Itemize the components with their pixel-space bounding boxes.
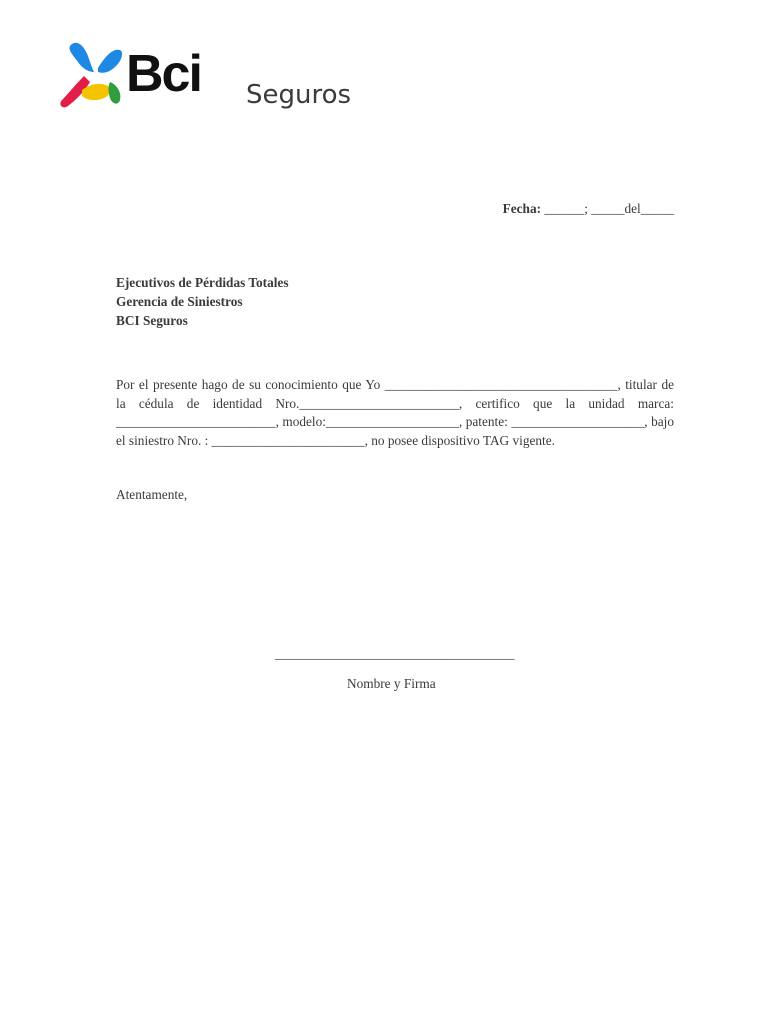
- addressee-block: [116, 273, 289, 330]
- date-label: Fecha:: [502, 201, 542, 216]
- addressee-line-2: Gerencia de Siniestros: [116, 294, 243, 309]
- logo-brand-text: Bci: [126, 45, 201, 103]
- addressee-line-1: Ejecutivos de Pérdidas Totales: [116, 275, 289, 290]
- company-logo: [54, 38, 354, 114]
- date-fill: ______; _____del_____: [544, 201, 674, 216]
- signature-line: ____________________________________: [275, 646, 515, 661]
- bci-logo-mark-icon: [54, 38, 126, 114]
- logo-sub-text: Seguros: [246, 80, 352, 110]
- date-line: [503, 201, 674, 217]
- addressee-line-3: BCI Seguros: [116, 313, 188, 328]
- closing-text: Atentamente,: [116, 487, 188, 502]
- body-paragraph: Por el presente hago de su conocimiento que Yo ___________________________________, titular de la cédula de identidad Nro.________________________, certifico que la unidad marca: ________________________, modelo:____________________, patente: ____________________, bajo el siniestro Nro. : _______________________, no posee dispositivo TAG vigente.: [116, 377, 674, 448]
- signature-label: Nombre y Firma: [347, 676, 436, 691]
